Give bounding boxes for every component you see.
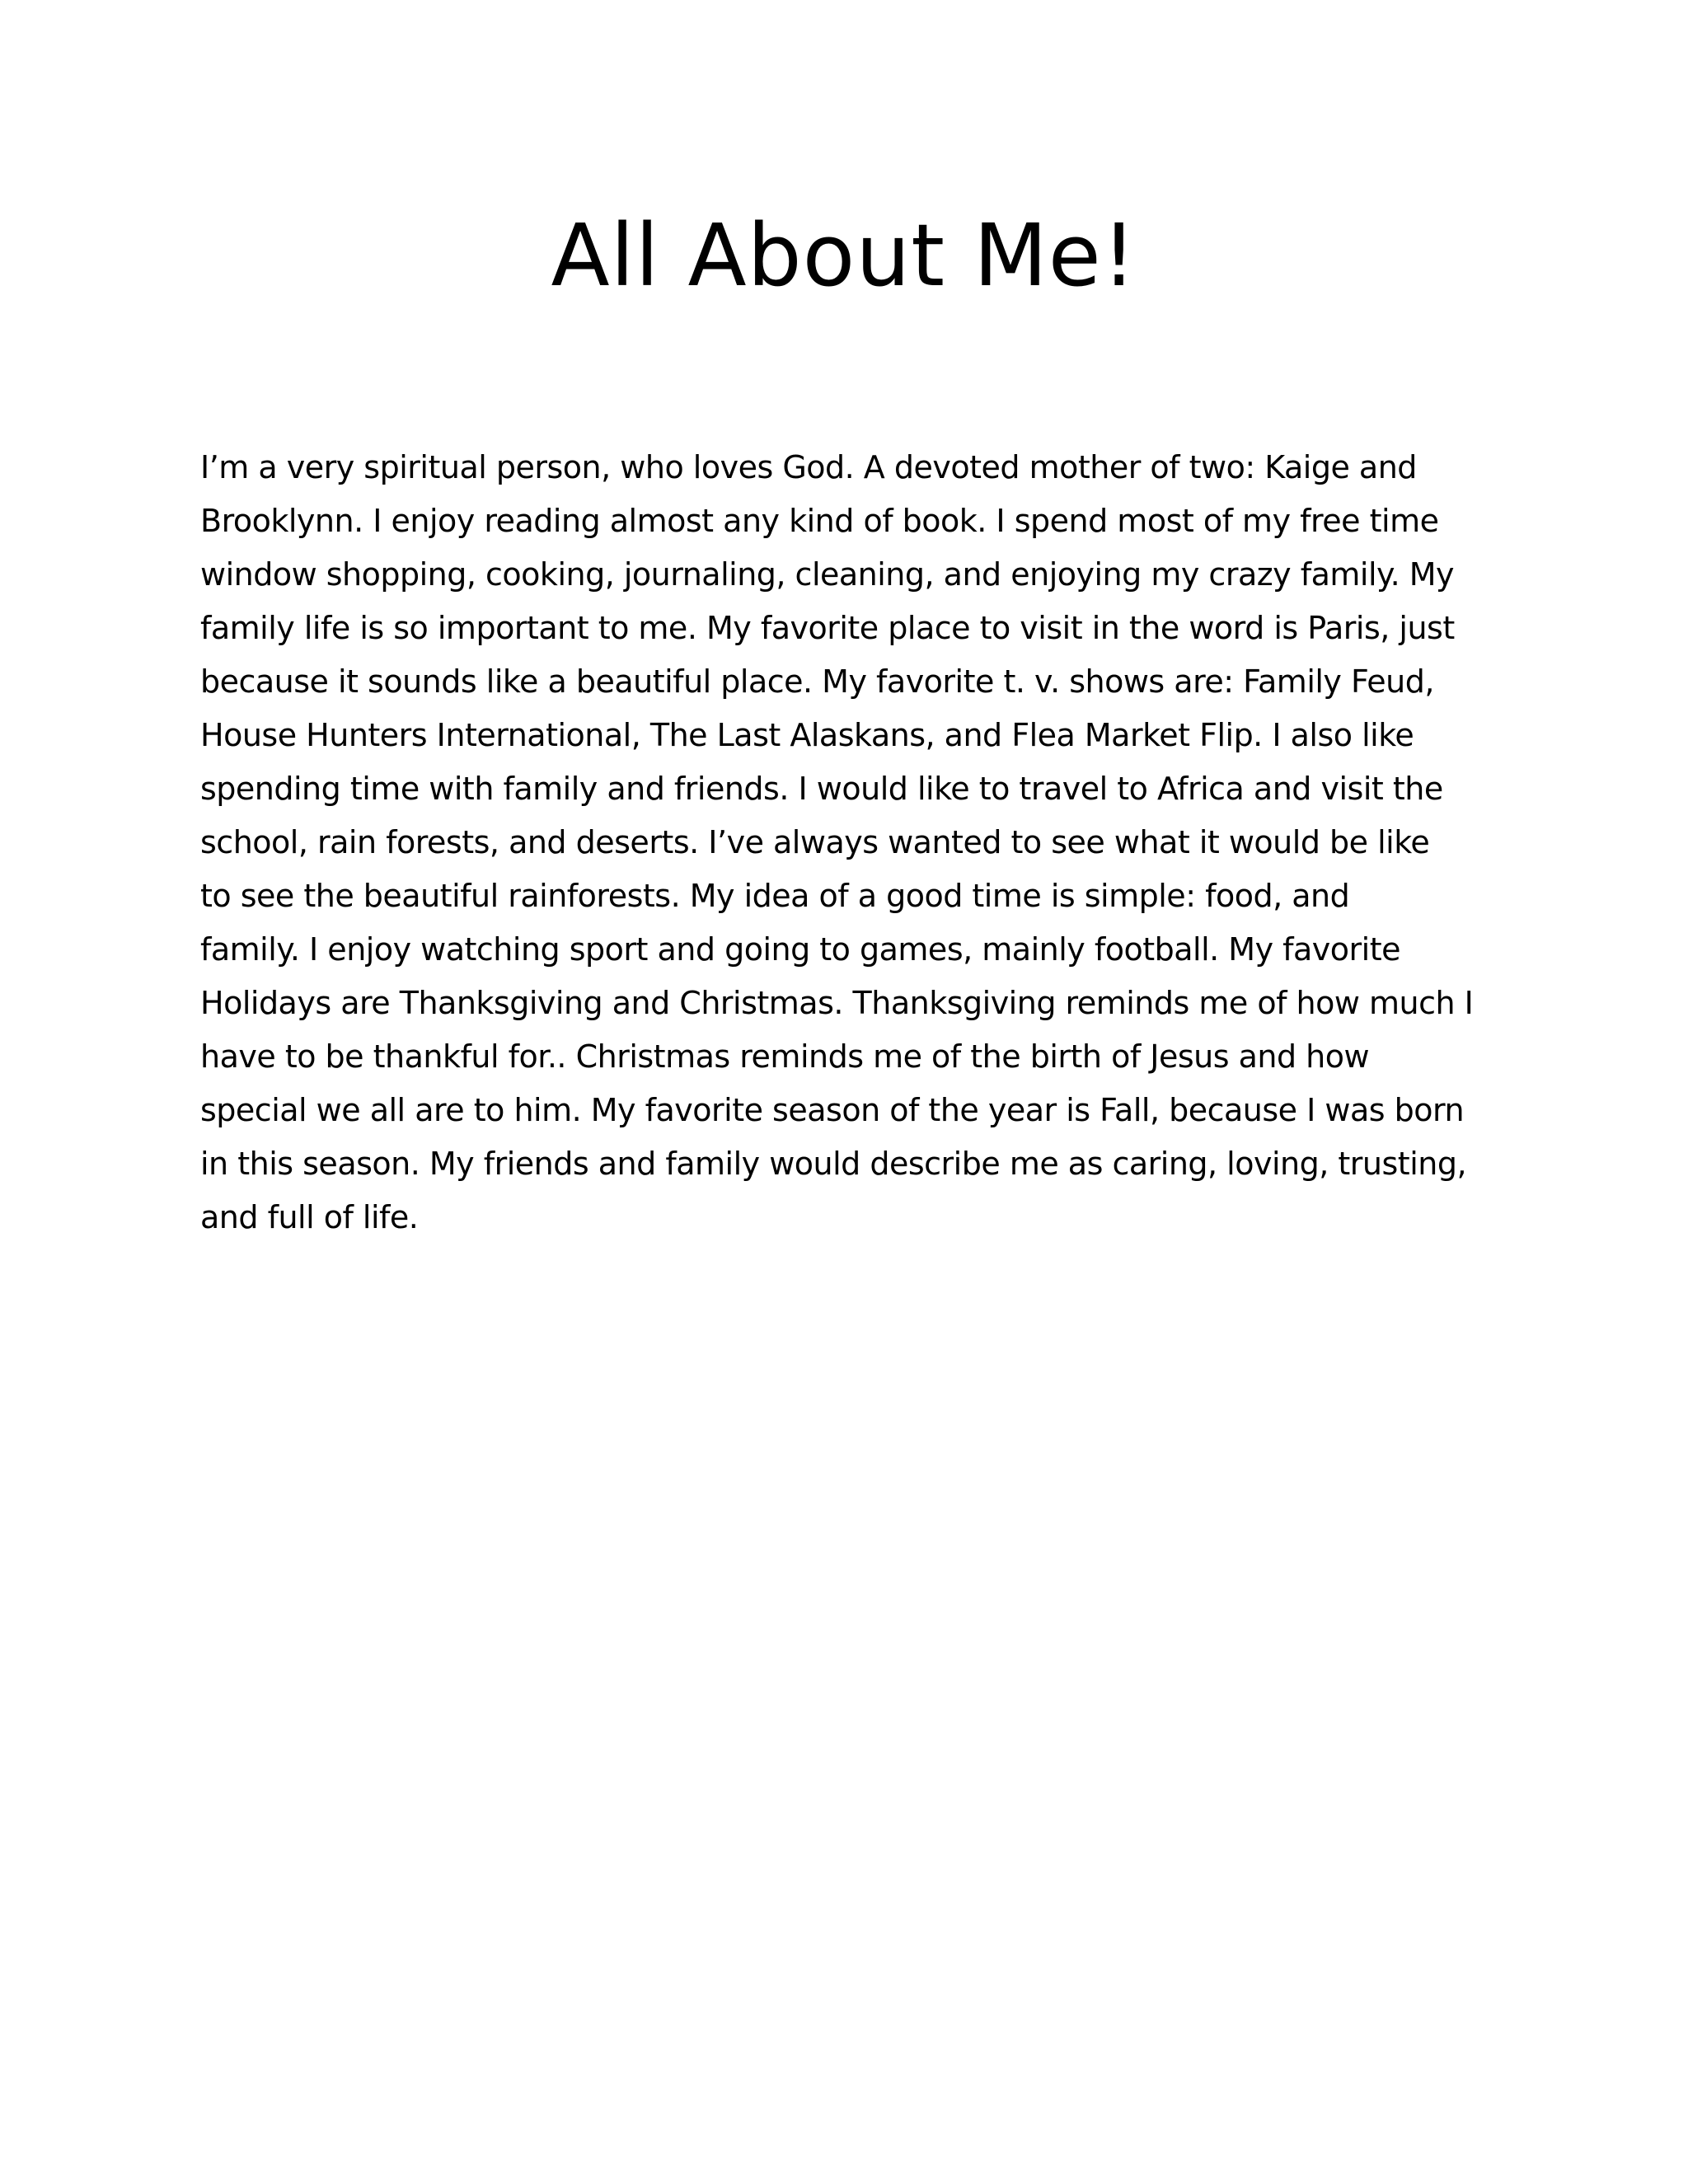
body-line: school, rain forests, and deserts. I’ve always wanted to see what it would be like xyxy=(200,824,1430,860)
body-line: I’m a very spiritual person, who loves God. A devoted mother of two: Kaige and xyxy=(200,449,1417,485)
body-line: special we all are to him. My favorite season of the year is Fall, because I was born xyxy=(200,1092,1465,1128)
body-line: Holidays are Thanksgiving and Christmas. Thanksgiving reminds me of how much I xyxy=(200,985,1474,1021)
body-line: to see the beautiful rainforests. My idea of a good time is simple: food, and xyxy=(200,878,1350,914)
body-line: and full of life. xyxy=(200,1199,419,1235)
body-line: spending time with family and friends. I would like to travel to Africa and visit the xyxy=(200,771,1443,807)
body-line: in this season. My friends and family would describe me as caring, loving, trusting, xyxy=(200,1146,1467,1182)
document-body xyxy=(200,441,1511,1244)
body-line: window shopping, cooking, journaling, cleaning, and enjoying my crazy family. My xyxy=(200,556,1455,593)
body-line: have to be thankful for.. Christmas reminds me of the birth of Jesus and how xyxy=(200,1038,1370,1075)
body-line: family life is so important to me. My favorite place to visit in the word is Paris, just xyxy=(200,610,1455,646)
body-line: House Hunters International, The Last Alaskans, and Flea Market Flip. I also like xyxy=(200,717,1414,753)
document-title: All About Me! xyxy=(551,205,1137,306)
body-line: family. I enjoy watching sport and going to games, mainly football. My favorite xyxy=(200,931,1401,968)
body-line: Brooklynn. I enjoy reading almost any kind of book. I spend most of my free time xyxy=(200,503,1439,539)
body-line: because it sounds like a beautiful place. My favorite t. v. shows are: Family Feud, xyxy=(200,663,1434,700)
